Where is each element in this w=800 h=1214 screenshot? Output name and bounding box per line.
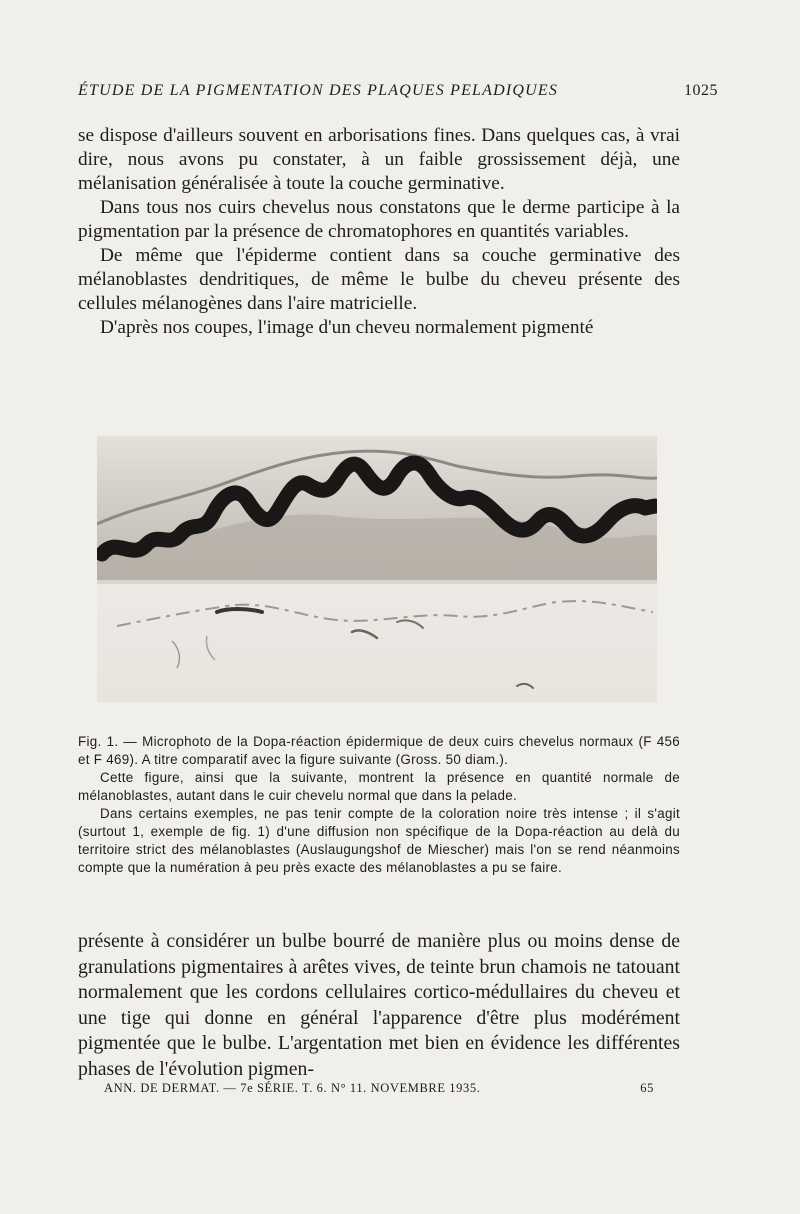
caption-paragraph: Dans certains exemples, ne pas tenir compte de la coloration noire très intense ; il s'agit (surtout 1, exemple de fig. 1) d'une diffusion non spécifique de la Dopa-réaction au delà du territoire strict des mélanoblastes (Auslaugungshof de Miescher) mais l'on se rend néanmoins compte que la numération à peu près exacte des mélanoblastes a pu se faire. (78, 806, 680, 875)
caption-paragraph: Cette figure, ainsi que la suivante, montrent la présence en quantité normale de mélanoblastes, autant dans le cuir chevelu normal que dans la pelade. (78, 770, 680, 803)
running-head (78, 82, 718, 100)
journal-reference: ANN. DE DERMAT. — 7e SÉRIE. T. 6. N° 11. NOVEMBRE 1935. (104, 1081, 481, 1095)
microphoto-image (97, 436, 657, 702)
sheet-number: 65 (640, 1081, 654, 1095)
paragraph: D'après nos coupes, l'image d'un cheveu normalement pigmenté (100, 317, 594, 338)
microphoto-figure (97, 436, 657, 702)
figure-caption (78, 733, 680, 877)
caption-paragraph: Fig. 1. — Microphoto de la Dopa-réaction épidermique de deux cuirs chevelus normaux (F 456 et F 469). A titre comparatif avec la figure suivante (Gross. 50 diam.). (78, 734, 680, 767)
page-number: 1025 (684, 82, 718, 99)
paragraph: présente à considérer un bulbe bourré de manière plus ou moins dense de granulations pigmentaires à arêtes vives, de teinte brun chamois ne tatouant normalement que les cordons cellulaires cortico-médullaires du cheveu et une tige qui donne en général l'apparence d'être plus modérément pigmentée que le bulbe. L'argentation met bien en évidence les différentes phases de l'évolution pigmen- (78, 930, 680, 1080)
body-text-bottom (78, 929, 680, 1082)
paragraph: De même que l'épiderme contient dans sa couche germinative des mélanoblastes dendritiques, de même le bulbe du cheveu présente des cellules mélanogènes dans l'aire matricielle. (78, 245, 680, 314)
body-text-top (78, 124, 680, 340)
paragraph: Dans tous nos cuirs chevelus nous constatons que le derme participe à la pigmentation par la présence de chromatophores en quantités variables. (78, 197, 680, 242)
paragraph: se dispose d'ailleurs souvent en arborisations fines. Dans quelques cas, à vrai dire, nous avons pu constater, à un faible grossissement déjà, une mélanisation généralisée à toute la couche germinative. (78, 125, 680, 194)
running-title: ÉTUDE DE LA PIGMENTATION DES PLAQUES PELADIQUES (78, 82, 559, 99)
page-footer (104, 1081, 654, 1096)
